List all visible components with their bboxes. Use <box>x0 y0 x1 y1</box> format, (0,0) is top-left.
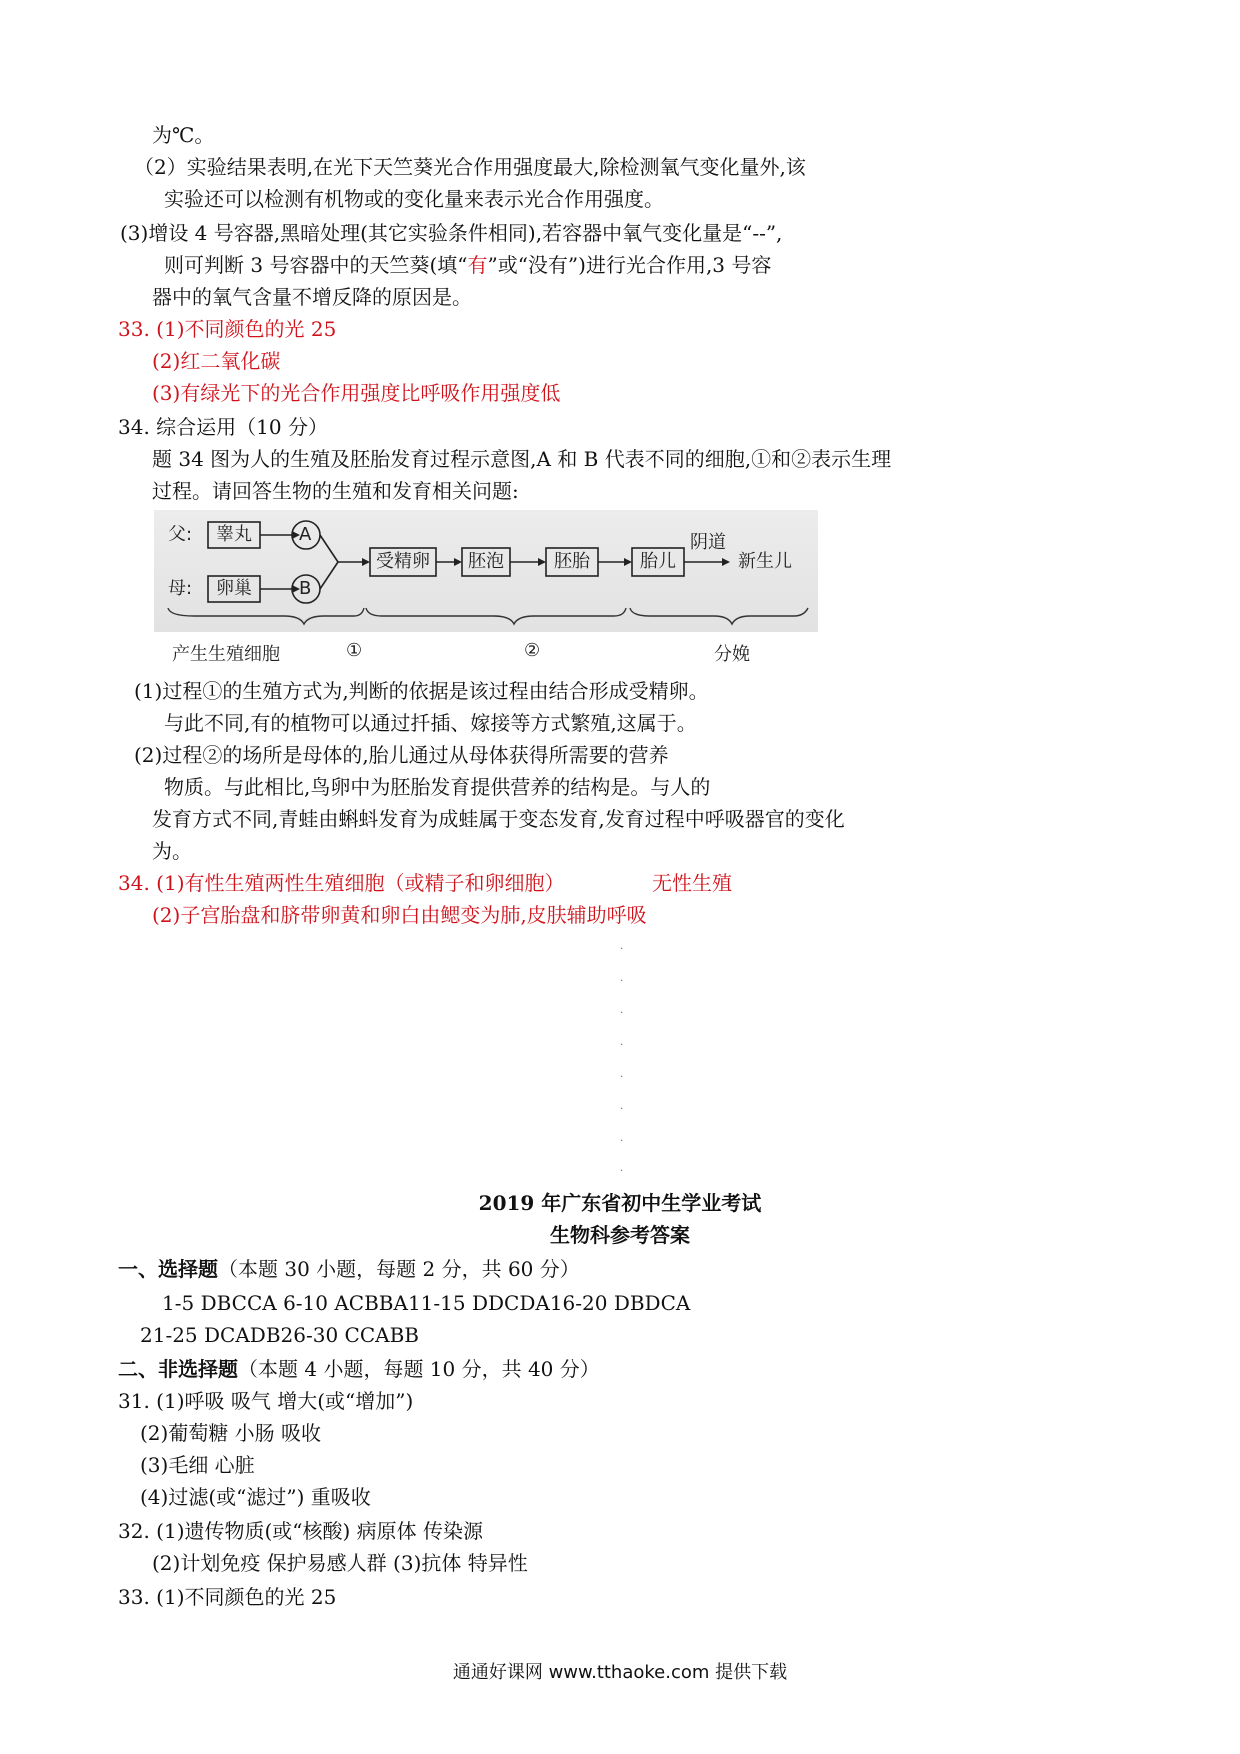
section-note: （本题 4 小题，每题 10 分，共 40 分） <box>238 1357 600 1381</box>
scan-dot: · <box>620 944 624 955</box>
text-line: 物质。与此相比,鸟卵中为胚胎发育提供营养的结构是。与人的 <box>164 775 711 799</box>
answer-key-subtitle: 生物科参考答案 <box>550 1223 690 1247</box>
text-line: 为℃。 <box>152 123 215 147</box>
text-line: （2）实验结果表明,在光下天竺葵光合作用强度最大,除检测氧气变化量外,该 <box>134 155 806 179</box>
answer-line: 21-25 DCADB26-30 CCABB <box>140 1323 419 1347</box>
scan-dot: · <box>620 1166 624 1177</box>
mother-label: 母: <box>168 578 193 599</box>
footer-text: 通通好课网 www.tthaoke.com 提供下载 <box>452 1662 788 1683</box>
scan-dot: · <box>620 1008 624 1019</box>
section-title: 一、选择题 <box>118 1257 218 1281</box>
scan-dot: · <box>620 1072 624 1083</box>
answer-line: (3)毛细 心脏 <box>140 1453 255 1477</box>
section-heading <box>118 1356 600 1382</box>
scan-dot: · <box>620 976 624 987</box>
scan-dot: · <box>620 1136 624 1147</box>
scan-dot: · <box>620 1104 624 1115</box>
testis-box: 睾丸 <box>216 524 252 545</box>
text-line: 题 34 图为人的生殖及胚胎发育过程示意图,A 和 B 代表不同的细胞,①和②表示生理 <box>152 447 892 471</box>
answer-line: (2)葡萄糖 小肠 吸收 <box>140 1421 322 1445</box>
father-label: 父: <box>168 524 193 545</box>
fetus-box: 胎儿 <box>640 551 676 572</box>
text-line: (1)过程①的生殖方式为,判断的依据是该过程由结合形成受精卵。 <box>134 679 709 703</box>
reproduction-diagram <box>154 510 818 632</box>
vagina-label: 阴道 <box>690 532 726 553</box>
embryo-box: 胚胎 <box>554 551 590 572</box>
text-line: 为。 <box>152 839 192 863</box>
section-title: 二、非选择题 <box>118 1357 238 1381</box>
text-line: 与此不同,有的植物可以通过扦插、嫁接等方式繁殖,这属于。 <box>164 711 697 735</box>
section-note: （本题 30 小题，每题 2 分，共 60 分） <box>218 1257 580 1281</box>
answer-line: 34. (1)有性生殖两性生殖细胞（或精子和卵细胞） <box>118 871 565 895</box>
text-line: (3)增设 4 号容器,黑暗处理(其它实验条件相同),若容器中氧气变化量是“--”, <box>120 221 783 245</box>
section-heading <box>118 1256 580 1282</box>
text-line: 发育方式不同,青蛙由蝌蚪发育为成蛙属于变态发育,发育过程中呼吸器官的变化 <box>152 807 845 831</box>
text-line: (2)过程②的场所是母体的,胎儿通过从母体获得所需要的营养 <box>134 743 669 767</box>
answer-line: 33. (1)不同颜色的光 25 <box>118 1585 337 1609</box>
answer-line: (3)有绿光下的光合作用强度比呼吸作用强度低 <box>152 381 561 405</box>
blastocyst-box: 胚泡 <box>468 551 504 572</box>
ovary-box: 卵巢 <box>216 578 252 599</box>
cell-b: B <box>299 578 312 599</box>
answer-line: 无性生殖 <box>652 871 732 895</box>
text-line: 器中的氧气含量不增反降的原因是。 <box>152 285 472 309</box>
stage-birth-label: 分娩 <box>714 644 750 665</box>
answer-line: 33. (1)不同颜色的光 25 <box>118 317 337 341</box>
stage-1-label: ① <box>346 640 363 661</box>
newborn-label: 新生儿 <box>738 551 792 572</box>
cell-a: A <box>299 524 312 545</box>
stage-2-label: ② <box>524 640 541 661</box>
answer-line: (2)子宫胎盘和脐带卵黄和卵白由鳃变为肺,皮肤辅助呼吸 <box>152 903 647 927</box>
answer-key-title: 2019 年广东省初中生学业考试 <box>478 1191 762 1215</box>
text-segment-red: 有 <box>467 253 488 277</box>
text-segment: ”或“没有”)进行光合作用,3 号容 <box>487 253 772 277</box>
zygote-box: 受精卵 <box>376 551 430 572</box>
scan-dot: · <box>620 1040 624 1051</box>
answer-line: 32. (1)遗传物质(或“核酸) 病原体 传染源 <box>118 1519 484 1543</box>
text-line: 过程。请回答生物的生殖和发育相关问题: <box>152 479 519 503</box>
text-line <box>164 252 771 278</box>
question-title: 34. 综合运用（10 分） <box>118 415 328 439</box>
text-segment: 则可判断 3 号容器中的天竺葵(填“ <box>164 253 468 277</box>
text-line: 实验还可以检测有机物或的变化量来表示光合作用强度。 <box>164 187 664 211</box>
answer-line: 1-5 DBCCA 6-10 ACBBA11-15 DDCDA16-20 DBDCA <box>162 1291 691 1315</box>
answer-line: (2)红二氧化碳 <box>152 349 281 373</box>
stage-gametes-label: 产生生殖细胞 <box>172 644 280 665</box>
answer-line: (2)计划免疫 保护易感人群 (3)抗体 特异性 <box>152 1551 528 1575</box>
answer-line: (4)过滤(或“滤过”) 重吸收 <box>140 1485 371 1509</box>
answer-line: 31. (1)呼吸 吸气 增大(或“增加”) <box>118 1389 414 1413</box>
